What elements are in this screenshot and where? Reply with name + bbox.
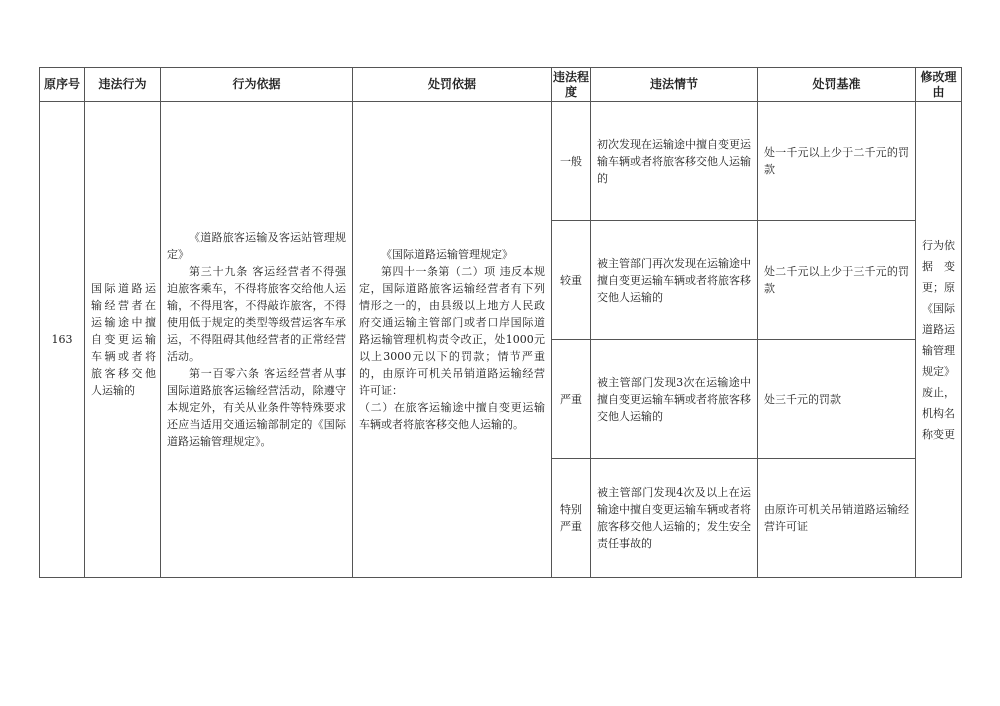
table-row — [40, 102, 962, 221]
circumstance-cell: 初次发现在运输途中擅自变更运输车辆或者将旅客移交他人运输的 — [591, 102, 758, 221]
header-penalty-basis: 处罚依据 — [353, 68, 552, 102]
penalty-standard-table — [39, 67, 962, 578]
standard-cell: 由原许可机关吊销道路运输经营许可证 — [758, 459, 916, 578]
header-reason: 修改理由 — [916, 68, 962, 102]
degree-cell: 特别严重 — [552, 459, 591, 578]
degree-cell: 一般 — [552, 102, 591, 221]
reason-cell: 行为依据变更；原《国际道路运输管理规定》废止，机构名称变更 — [916, 102, 962, 578]
penalty-basis-article-41: 第四十一条第（二）项 违反本规定，国际道路旅客运输经营者有下列情形之一的，由县级以上地方人民政府交通运输主管部门或者口岸国际道路运输管理机构责令改正，处1000元以上3000元以下的罚款；情节严重的，由原许可机关吊销道路运输经营许可证： — [359, 265, 545, 397]
header-standard: 处罚基准 — [758, 68, 916, 102]
circumstance-cell: 被主管部门发现4次及以上在运输途中擅自变更运输车辆或者将旅客移交他人运输的；发生安全责任事故的 — [591, 459, 758, 578]
standard-cell: 处一千元以上少于二千元的罚款 — [758, 102, 916, 221]
basis-article-106: 第一百零六条 客运经营者从事国际道路旅客运输经营活动，除遵守本规定外，有关从业条件等特殊要求还应当适用交通运输部制定的《国际道路运输管理规定》。 — [167, 367, 346, 448]
standard-cell: 处二千元以上少于三千元的罚款 — [758, 221, 916, 340]
act-cell: 国际道路运输经营者在运输途中擅自变更运输车辆或者将旅客移交他人运输的 — [85, 102, 161, 578]
basis-article-39: 第三十九条 客运经营者不得强迫旅客乘车，不得将旅客交给他人运输，不得甩客，不得敲诈旅客，不得使用低于规定的类型等级营运客车承运，不得阻碍其他经营者的正常经营活动。 — [167, 265, 346, 363]
header-act: 违法行为 — [85, 68, 161, 102]
circumstance-cell: 被主管部门发现3次在运输途中擅自变更运输车辆或者将旅客移交他人运输的 — [591, 340, 758, 459]
penalty-basis-title: 《国际道路运输管理规定》 — [381, 248, 513, 261]
header-basis: 行为依据 — [161, 68, 353, 102]
basis-cell — [161, 102, 353, 578]
header-circumstance: 违法情节 — [591, 68, 758, 102]
header-degree: 违法程度 — [552, 68, 591, 102]
circumstance-cell: 被主管部门再次发现在运输途中擅自变更运输车辆或者将旅客移交他人运输的 — [591, 221, 758, 340]
header-row — [40, 68, 962, 102]
header-seq: 原序号 — [40, 68, 85, 102]
penalty-basis-item-2: （二）在旅客运输途中擅自变更运输车辆或者将旅客移交他人运输的。 — [359, 401, 545, 431]
penalty-basis-cell — [353, 102, 552, 578]
degree-cell: 较重 — [552, 221, 591, 340]
standard-cell: 处三千元的罚款 — [758, 340, 916, 459]
degree-cell: 严重 — [552, 340, 591, 459]
basis-title: 《道路旅客运输及客运站管理规定》 — [167, 231, 346, 261]
seq-cell: 163 — [40, 102, 85, 578]
